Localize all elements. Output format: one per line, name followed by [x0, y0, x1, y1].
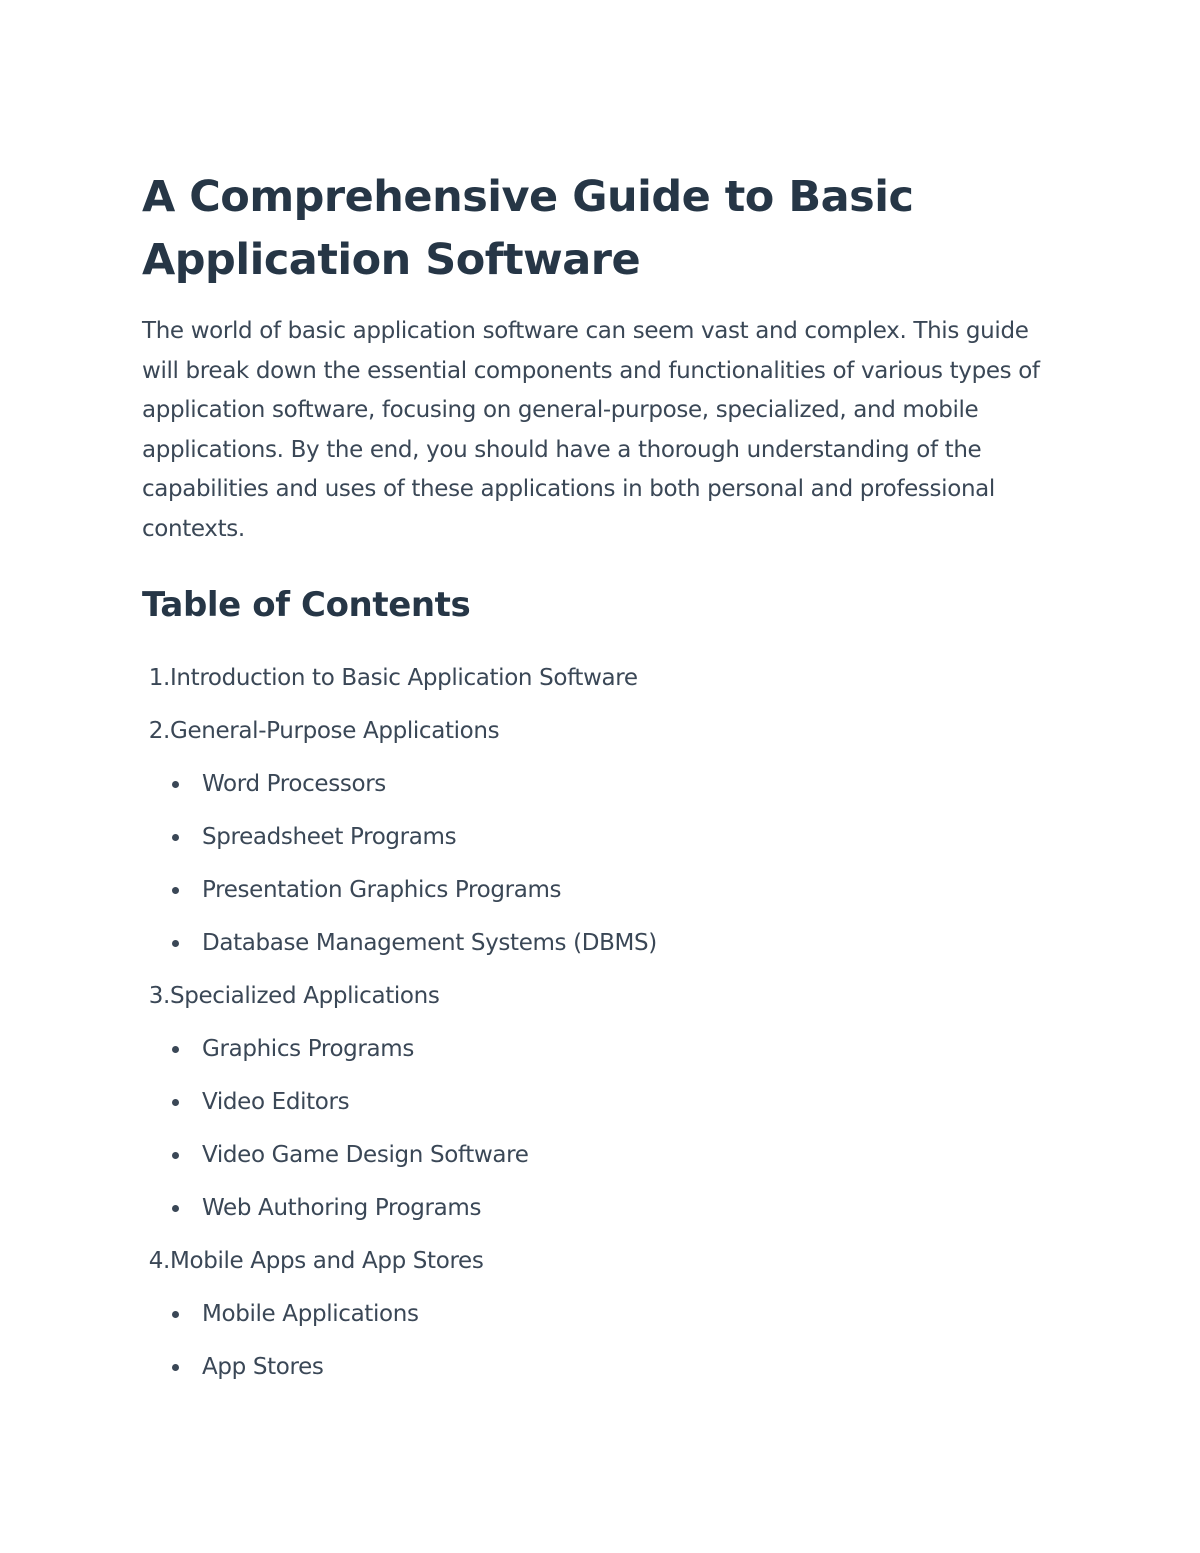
toc-item-label: General-Purpose Applications	[170, 717, 500, 744]
toc-subitem	[170, 811, 1062, 864]
toc-item-number: 4.	[148, 1247, 170, 1274]
toc-subitem	[170, 1076, 1062, 1129]
toc-subitem-label: Word Processors	[202, 770, 386, 797]
toc-subitem-label: Graphics Programs	[202, 1035, 414, 1062]
page-title: A Comprehensive Guide to Basic Application Software	[142, 172, 914, 285]
toc-subitem-label: Spreadsheet Programs	[202, 823, 457, 850]
bullet-icon	[172, 1364, 179, 1371]
toc-sublist	[142, 1288, 1062, 1394]
table-of-contents	[142, 652, 1062, 1394]
toc-subitem	[170, 758, 1062, 811]
toc-subitem-label: Mobile Applications	[202, 1300, 419, 1327]
toc-subitem	[170, 1129, 1062, 1182]
toc-sublist	[142, 1023, 1062, 1235]
bullet-icon	[172, 940, 179, 947]
toc-subitem-label: Video Editors	[202, 1088, 350, 1115]
bullet-icon	[172, 834, 179, 841]
toc-subitem	[170, 917, 1062, 970]
toc-item-number: 1.	[148, 664, 170, 691]
toc-subitem	[170, 1341, 1062, 1394]
intro-paragraph: The world of basic application software can seem vast and complex. This guide will break down the essential components and functionalities of various types of application software, focusing on general-purpose, specialized, and mobile applications. By the end, you should have a thorough understanding of the capabilities and uses of these applications in both personal and professional contexts.	[142, 318, 1040, 542]
toc-heading: Table of Contents	[142, 584, 471, 625]
bullet-icon	[172, 1099, 179, 1106]
toc-item-label: Specialized Applications	[170, 982, 440, 1009]
document-page	[142, 166, 1062, 1394]
toc-subitem	[170, 1288, 1062, 1341]
toc-subitem-label: Presentation Graphics Programs	[202, 876, 562, 903]
toc-subitem-label: Video Game Design Software	[202, 1141, 529, 1168]
toc-subitem	[170, 1023, 1062, 1076]
toc-item-label: Mobile Apps and App Stores	[170, 1247, 484, 1274]
toc-subitem	[170, 864, 1062, 917]
toc-item-mobile	[142, 1235, 1062, 1394]
bullet-icon	[172, 1205, 179, 1212]
bullet-icon	[172, 781, 179, 788]
toc-subitem-label: Database Management Systems (DBMS)	[202, 929, 657, 956]
bullet-icon	[172, 1311, 179, 1318]
toc-item-general-purpose	[142, 705, 1062, 970]
toc-sublist	[142, 758, 1062, 970]
bullet-icon	[172, 1046, 179, 1053]
toc-item-number: 2.	[148, 717, 170, 744]
toc-subitem-label: Web Authoring Programs	[202, 1194, 482, 1221]
bullet-icon	[172, 887, 179, 894]
bullet-icon	[172, 1152, 179, 1159]
toc-subitem	[170, 1182, 1062, 1235]
toc-item-number: 3.	[148, 982, 170, 1009]
toc-item-label: Introduction to Basic Application Software	[170, 664, 638, 691]
toc-subitem-label: App Stores	[202, 1353, 324, 1380]
toc-item-specialized	[142, 970, 1062, 1235]
toc-item-introduction	[142, 652, 1062, 705]
